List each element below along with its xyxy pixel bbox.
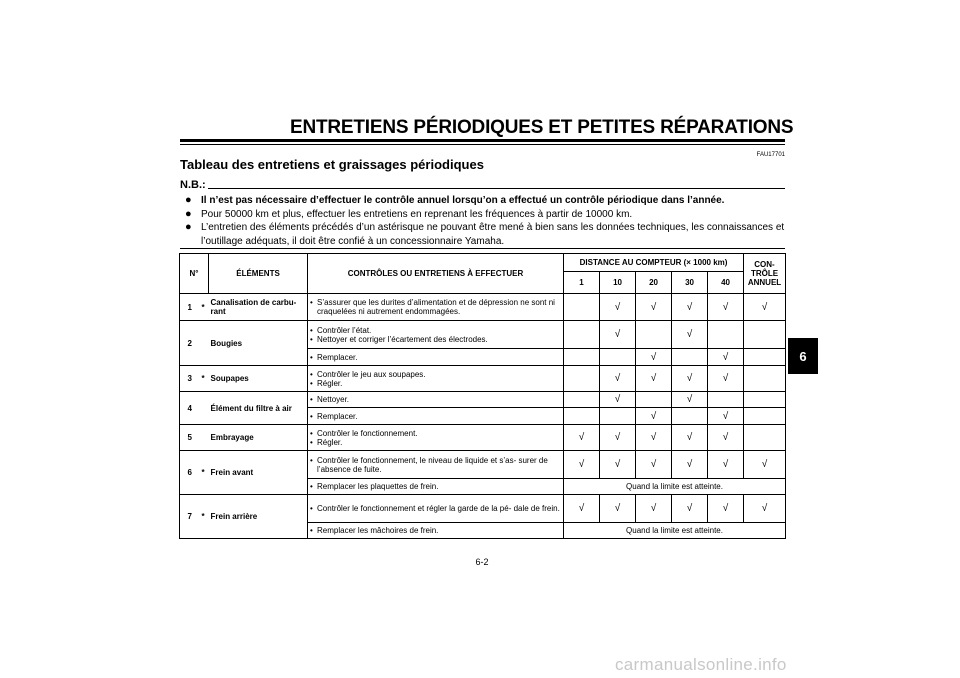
- table-row: [180, 392, 786, 408]
- header-distance: DISTANCE AU COMPTEUR (× 1000 km): [564, 254, 744, 272]
- header-km-30: 30: [672, 272, 708, 294]
- row-element: Bougies: [209, 321, 308, 366]
- check-cell: √: [708, 495, 744, 523]
- check-cell: √: [600, 366, 636, 392]
- check-cell: [564, 392, 600, 408]
- row-star: [200, 425, 209, 451]
- check-cell: √: [672, 451, 708, 479]
- check-cell: √: [600, 495, 636, 523]
- chapter-tab: 6: [788, 338, 818, 374]
- row-number: 1: [180, 294, 200, 321]
- check-cell: √: [564, 451, 600, 479]
- row-controls: • Nettoyer.: [308, 392, 564, 408]
- row-controls: • Contrôler le fonctionnement. • Régler.: [308, 425, 564, 451]
- check-cell: √: [636, 366, 672, 392]
- check-cell: [708, 321, 744, 349]
- check-cell: [600, 408, 636, 425]
- check-cell: √: [708, 366, 744, 392]
- title-rule-thin: [180, 144, 785, 145]
- note-item: ● Pour 50000 km et plus, effectuer les entretiens en reprenant les fréquences à partir de 10000 km.: [185, 207, 633, 220]
- section-code: FAU17701: [756, 152, 785, 158]
- check-cell: √: [744, 495, 786, 523]
- table-row: [180, 366, 786, 392]
- check-cell: [600, 349, 636, 366]
- title-rule: [180, 139, 785, 142]
- check-cell: [636, 392, 672, 408]
- row-element: Frein avant: [209, 451, 308, 495]
- row-element: Canalisation de carbu- rant: [209, 294, 308, 321]
- check-cell: [672, 349, 708, 366]
- header-km-20: 20: [636, 272, 672, 294]
- row-star: *: [200, 451, 209, 495]
- check-cell: √: [744, 451, 786, 479]
- table-row: [180, 321, 786, 349]
- header-elements: ÉLÉMENTS: [209, 254, 308, 294]
- check-cell: √: [672, 366, 708, 392]
- check-cell: √: [636, 294, 672, 321]
- row-element: Embrayage: [209, 425, 308, 451]
- check-cell: [744, 366, 786, 392]
- check-cell: √: [672, 392, 708, 408]
- header-annuel: CON- TRÔLE ANNUEL: [744, 254, 786, 294]
- row-element: Soupapes: [209, 366, 308, 392]
- check-cell: [744, 392, 786, 408]
- check-cell: √: [672, 321, 708, 349]
- check-cell: √: [672, 294, 708, 321]
- row-star: [200, 392, 209, 425]
- check-cell: [564, 366, 600, 392]
- row-star: *: [200, 366, 209, 392]
- check-cell: [744, 349, 786, 366]
- check-cell: √: [672, 425, 708, 451]
- watermark: carmanualsonline.info: [615, 655, 787, 674]
- row-controls: • Contrôler l’état. • Nettoyer et corriger l’écartement des électrodes.: [308, 321, 564, 349]
- table-row: [180, 294, 786, 321]
- check-cell: √: [564, 425, 600, 451]
- row-number: 2: [180, 321, 200, 366]
- nb-label: N.B.:: [180, 179, 206, 191]
- check-cell: √: [708, 349, 744, 366]
- row-controls: • Contrôler le fonctionnement, le niveau de liquide et s’as- surer de l’absence de fuite.: [308, 451, 564, 479]
- row-star: [200, 321, 209, 366]
- table-row: [180, 451, 786, 479]
- bullet-icon: ●: [185, 221, 192, 233]
- header-km-1: 1: [564, 272, 600, 294]
- check-cell: √: [636, 451, 672, 479]
- nb-rule: [208, 188, 785, 189]
- check-cell: [672, 408, 708, 425]
- check-cell: √: [708, 408, 744, 425]
- page-number: 6-2: [475, 557, 489, 567]
- row-element: Frein arrière: [209, 495, 308, 539]
- header-no: N°: [180, 254, 209, 294]
- notes-separator: [180, 248, 785, 249]
- check-cell: [744, 425, 786, 451]
- row-element: Élément du filtre à air: [209, 392, 308, 425]
- check-cell: [744, 321, 786, 349]
- header-km-40: 40: [708, 272, 744, 294]
- check-cell: √: [564, 495, 600, 523]
- check-cell: √: [636, 495, 672, 523]
- row-controls: • Contrôler le jeu aux soupapes. • Régler.: [308, 366, 564, 392]
- maintenance-table: [179, 253, 786, 539]
- check-cell: √: [636, 408, 672, 425]
- row-number: 6: [180, 451, 200, 495]
- check-cell: [564, 408, 600, 425]
- row-controls: • Remplacer.: [308, 349, 564, 366]
- check-cell: √: [600, 294, 636, 321]
- check-cell: [564, 349, 600, 366]
- check-cell: √: [636, 349, 672, 366]
- check-cell: √: [600, 451, 636, 479]
- check-cell: √: [708, 425, 744, 451]
- row-controls: • Remplacer.: [308, 408, 564, 425]
- check-cell: √: [600, 392, 636, 408]
- replace-note: Quand la limite est atteinte.: [564, 523, 786, 539]
- check-cell: [636, 321, 672, 349]
- check-cell: [744, 408, 786, 425]
- check-cell: √: [636, 425, 672, 451]
- check-cell: [564, 294, 600, 321]
- note-item: ● Il n’est pas nécessaire d’effectuer le contrôle annuel lorsqu’on a effectué un contrôle périodique dans l’année.: [185, 194, 725, 206]
- check-cell: √: [600, 321, 636, 349]
- check-cell: √: [744, 294, 786, 321]
- header-km-10: 10: [600, 272, 636, 294]
- row-star: *: [200, 294, 209, 321]
- check-cell: [564, 321, 600, 349]
- table-row: [180, 495, 786, 523]
- row-controls: • S’assurer que les durites d’alimentation et de dépression ne sont ni craquelées ni autrement endommagées.: [308, 294, 564, 321]
- row-controls: • Contrôler le fonctionnement et régler la garde de la pé- dale de frein.: [308, 495, 564, 523]
- section-title: Tableau des entretiens et graissages périodiques: [180, 157, 484, 172]
- bullet-icon: ●: [185, 207, 192, 220]
- check-cell: √: [600, 425, 636, 451]
- note-item: ● L’entretien des éléments précédés d’un astérisque ne pouvant être mené à bien sans les données techniques, les connaissances et l’outillage adéquats, il doit être confié à un concessionnaire Yamaha.: [185, 221, 785, 247]
- row-star: *: [200, 495, 209, 539]
- row-number: 3: [180, 366, 200, 392]
- row-controls: • Remplacer les plaquettes de frein.: [308, 479, 564, 495]
- row-number: 4: [180, 392, 200, 425]
- check-cell: √: [708, 451, 744, 479]
- page-title: ENTRETIENS PÉRIODIQUES ET PETITES RÉPARATIONS: [290, 117, 794, 138]
- row-number: 7: [180, 495, 200, 539]
- bullet-icon: ●: [185, 194, 192, 206]
- check-cell: √: [708, 294, 744, 321]
- row-controls: • Remplacer les mâchoires de frein.: [308, 523, 564, 539]
- check-cell: [708, 392, 744, 408]
- table-row: [180, 425, 786, 451]
- row-number: 5: [180, 425, 200, 451]
- replace-note: Quand la limite est atteinte.: [564, 479, 786, 495]
- check-cell: √: [672, 495, 708, 523]
- notes-list: [185, 194, 785, 248]
- header-controles: CONTRÔLES OU ENTRETIENS À EFFECTUER: [308, 254, 564, 294]
